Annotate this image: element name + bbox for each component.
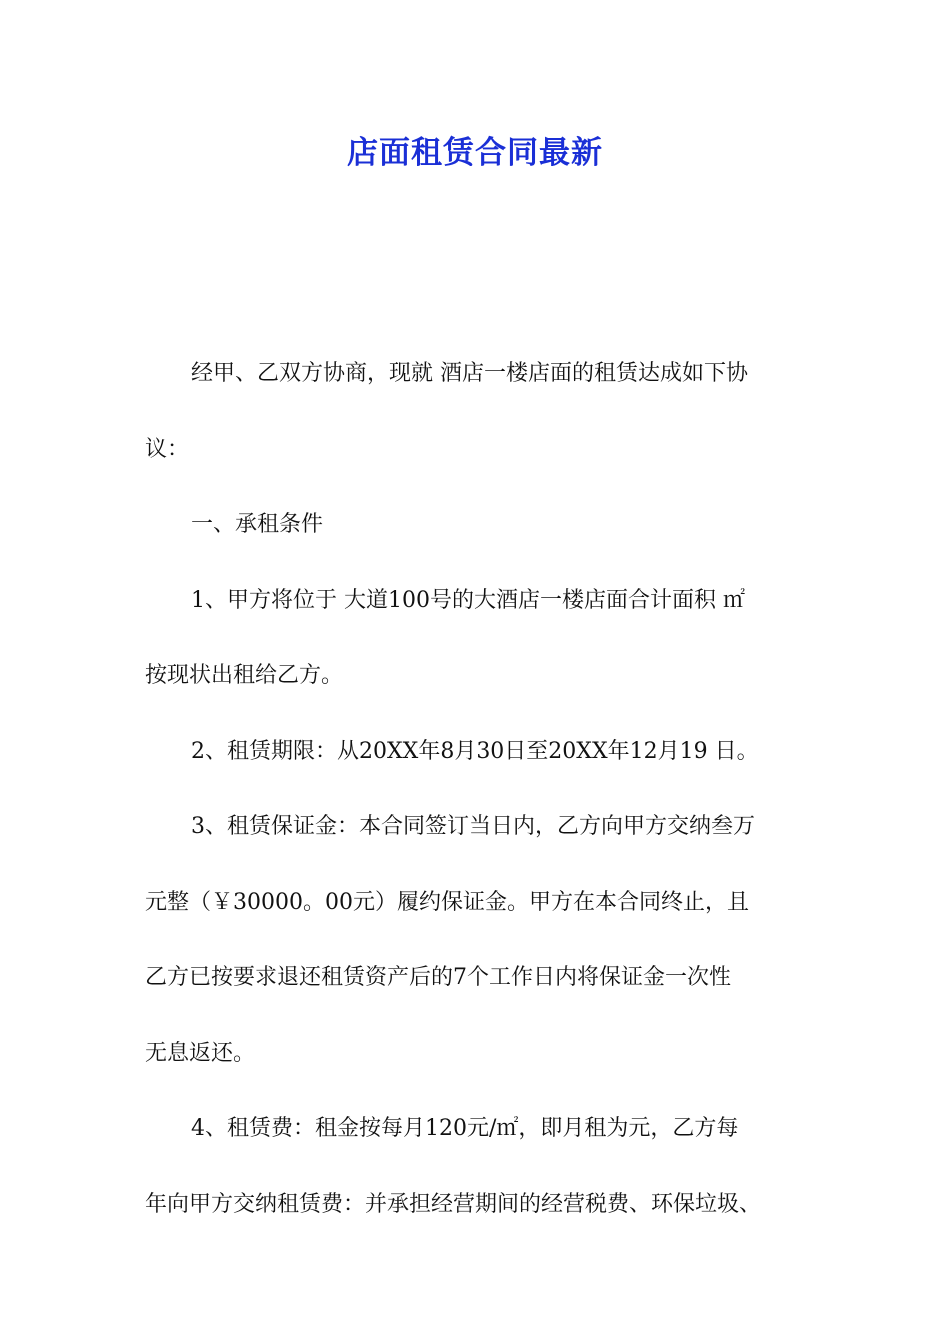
paragraph-line: 议： <box>145 436 190 462</box>
paragraph-line: 经甲、乙双方协商，现就 酒店一楼店面的租赁达成如下协 <box>191 361 748 386</box>
paragraph-line: 3、租赁保证金：本合同签订当日内，乙方向甲方交纳叁万 <box>191 814 755 839</box>
paragraph-line: 无息返还。 <box>145 1040 256 1066</box>
section-heading: 一、承租条件 <box>191 512 324 537</box>
paragraph-line: 年向甲方交纳租赁费：并承担经营期间的经营税费、环保垃圾、 <box>145 1191 762 1217</box>
paragraph-line: 1、甲方将位于 大道100号的大酒店一楼店面合计面积 ㎡ <box>191 587 745 613</box>
document-title: 店面租赁合同最新 <box>347 135 603 171</box>
paragraph-line: 4、租赁费：租金按每月120元/㎡，即月租为元，乙方每 <box>191 1116 739 1141</box>
document-body <box>145 336 825 1242</box>
paragraph-line: 2、租赁期限：从20XX年8月30日至20XX年12月19 日。 <box>191 738 759 764</box>
paragraph-line: 乙方已按要求退还租赁资产后的7个工作日内将保证金一次性 <box>145 965 731 990</box>
paragraph-line: 元整（￥30000。00元）履约保证金。甲方在本合同终止，且 <box>145 889 749 915</box>
paragraph-line: 按现状出租给乙方。 <box>145 663 344 688</box>
